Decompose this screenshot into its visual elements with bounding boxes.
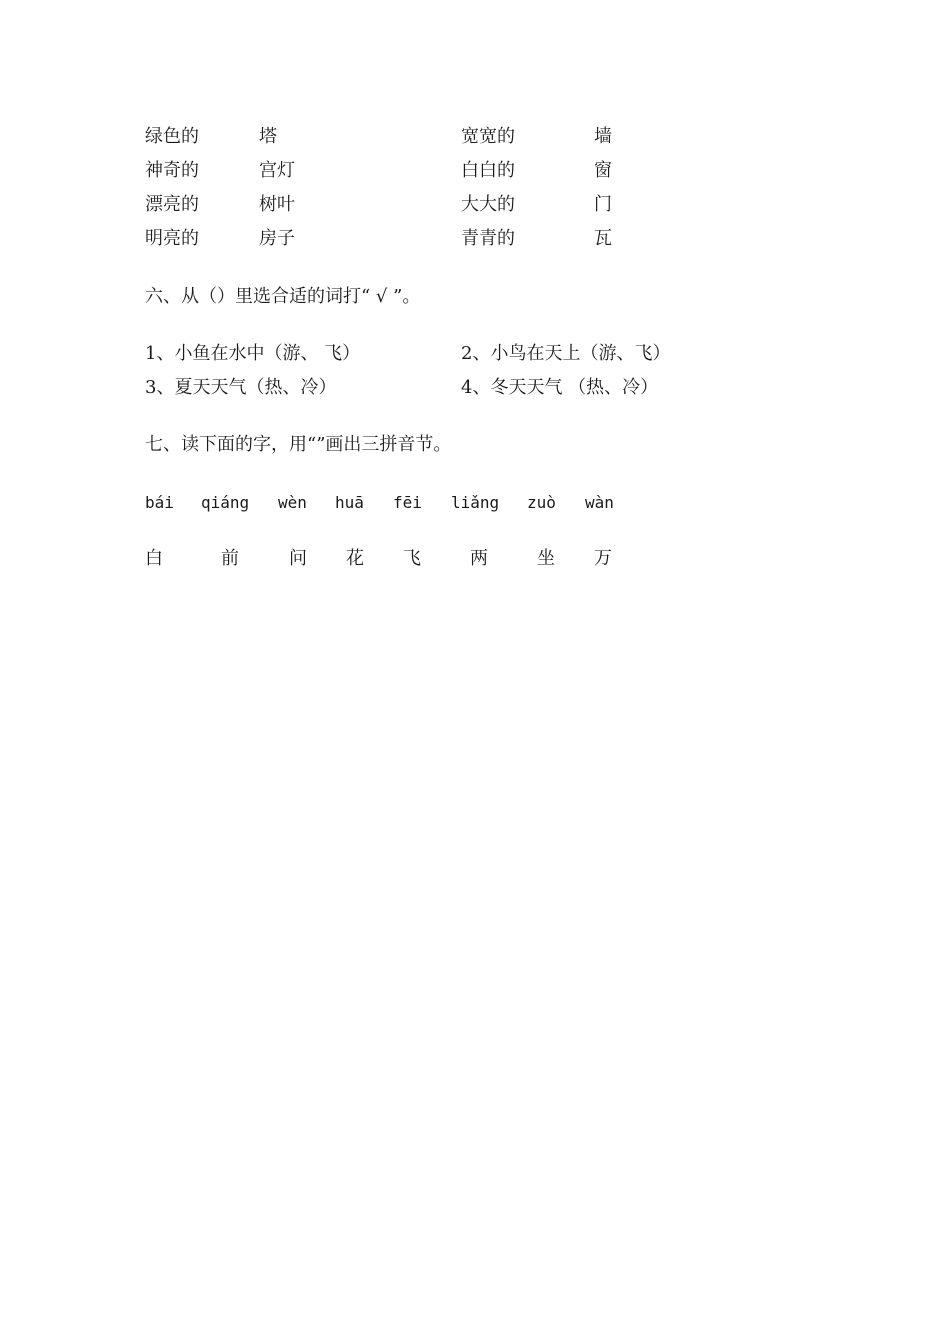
character-5: 飞 xyxy=(403,548,421,569)
character-4: 花 xyxy=(346,548,364,569)
right-noun-1: 墙 xyxy=(594,126,612,147)
pinyin-8: wàn xyxy=(585,493,614,512)
left-adj-1: 绿色的 xyxy=(145,126,199,147)
right-noun-4: 瓦 xyxy=(594,228,612,249)
left-adj-4: 明亮的 xyxy=(145,228,199,249)
section7-heading: 七、读下面的字，用“”画出三拼音节。 xyxy=(145,434,452,455)
character-7: 坐 xyxy=(537,548,555,569)
right-adj-3: 大大的 xyxy=(461,194,515,215)
right-adj-4: 青青的 xyxy=(461,228,515,249)
pinyin-3: wèn xyxy=(278,493,307,512)
pinyin-6: liǎng xyxy=(451,493,500,512)
character-3: 问 xyxy=(289,548,307,569)
section6-item-4: 4、冬天天气 （热、冷） xyxy=(461,377,659,398)
left-adj-2: 神奇的 xyxy=(145,160,199,181)
right-adj-1: 宽宽的 xyxy=(461,126,515,147)
pinyin-2: qiáng xyxy=(201,493,250,512)
section6-item-1: 1、小鱼在水中（游、 飞） xyxy=(145,343,361,364)
character-2: 前 xyxy=(221,548,239,569)
section6-heading: 六、从（）里选合适的词打“ √ ”。 xyxy=(145,286,421,307)
right-noun-3: 门 xyxy=(594,194,612,215)
pinyin-7: zuò xyxy=(527,493,556,512)
left-noun-1: 塔 xyxy=(259,126,277,147)
left-noun-3: 树叶 xyxy=(259,194,295,215)
character-8: 万 xyxy=(594,548,612,569)
section6-item-2: 2、小鸟在天上（游、飞） xyxy=(461,343,671,364)
right-noun-2: 窗 xyxy=(594,160,612,181)
section6-item-3: 3、夏天天气（热、冷） xyxy=(145,377,337,398)
character-1: 白 xyxy=(145,548,163,569)
left-noun-2: 宫灯 xyxy=(259,160,295,181)
pinyin-1: bái xyxy=(145,493,174,512)
right-adj-2: 白白的 xyxy=(461,160,515,181)
left-noun-4: 房子 xyxy=(259,228,295,249)
left-adj-3: 漂亮的 xyxy=(145,194,199,215)
pinyin-4: huā xyxy=(335,493,364,512)
pinyin-5: fēi xyxy=(393,493,422,512)
character-6: 两 xyxy=(470,548,488,569)
